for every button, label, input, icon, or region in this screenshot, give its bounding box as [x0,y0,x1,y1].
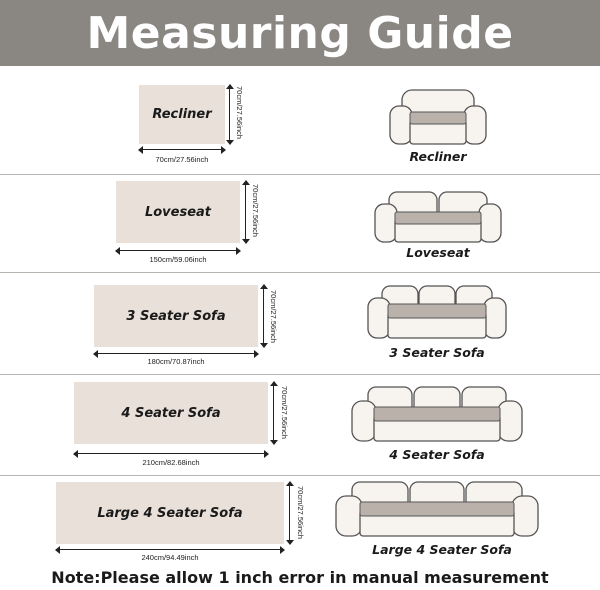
cover-size-label: 3 Seater Sofa [126,308,226,324]
cover-size-label: Large 4 Seater Sofa [97,505,243,521]
recliner-illustration [388,86,488,148]
row-divider [0,174,600,175]
height-dimension-label: 70cm/27.56inch [269,290,278,343]
width-dimension-label: 180cm/70.87inch [147,357,205,366]
3-seater-sofa-illustration [366,282,508,342]
loveseat-illustration [373,188,503,246]
cover-size-label: 4 Seater Sofa [121,405,221,421]
row-divider [0,374,600,375]
width-dimension-label: 210cm/82.68inch [142,458,200,467]
page-title: Measuring Guide [86,7,514,59]
sofa-name-loveseat: Loveseat [406,245,470,260]
height-dimension-label: 70cm/27.56inch [235,86,244,139]
width-dimension-arrow [74,450,268,458]
cover-size-label: Recliner [152,107,212,122]
cover-size-rect-3-seater [94,285,258,347]
large-4-seater-sofa-illustration [334,478,540,540]
cover-size-rect-recliner [139,85,225,144]
height-dimension-arrow [286,482,294,544]
width-dimension-label: 240cm/94.49inch [141,553,199,562]
width-dimension-label: 150cm/59.06inch [149,255,207,264]
height-dimension-label: 70cm/27.56inch [296,486,305,539]
width-dimension-arrow [116,247,240,255]
height-dimension-label: 70cm/27.56inch [280,386,289,439]
footer-note: Note:Please allow 1 inch error in manual measurement [51,568,549,587]
cover-size-rect-large-4-seater [56,482,284,544]
sofa-name-3-seater: 3 Seater Sofa [389,345,485,360]
row-divider [0,272,600,273]
row-divider [0,475,600,476]
width-dimension-arrow [139,146,225,154]
cover-size-rect-loveseat [116,181,240,243]
height-dimension-arrow [242,181,250,243]
header-banner [0,0,600,66]
sofa-name-4-seater: 4 Seater Sofa [389,447,485,462]
height-dimension-arrow [260,285,268,347]
height-dimension-arrow [270,382,278,444]
cover-size-rect-4-seater [74,382,268,444]
cover-size-label: Loveseat [144,204,212,220]
width-dimension-label: 70cm/27.56inch [155,155,209,164]
sofa-name-large-4-seater: Large 4 Seater Sofa [372,542,512,557]
sofa-name-recliner: Recliner [409,149,467,164]
4-seater-sofa-illustration [350,383,524,445]
height-dimension-arrow [226,85,234,144]
height-dimension-label: 70cm/27.56inch [251,184,260,237]
